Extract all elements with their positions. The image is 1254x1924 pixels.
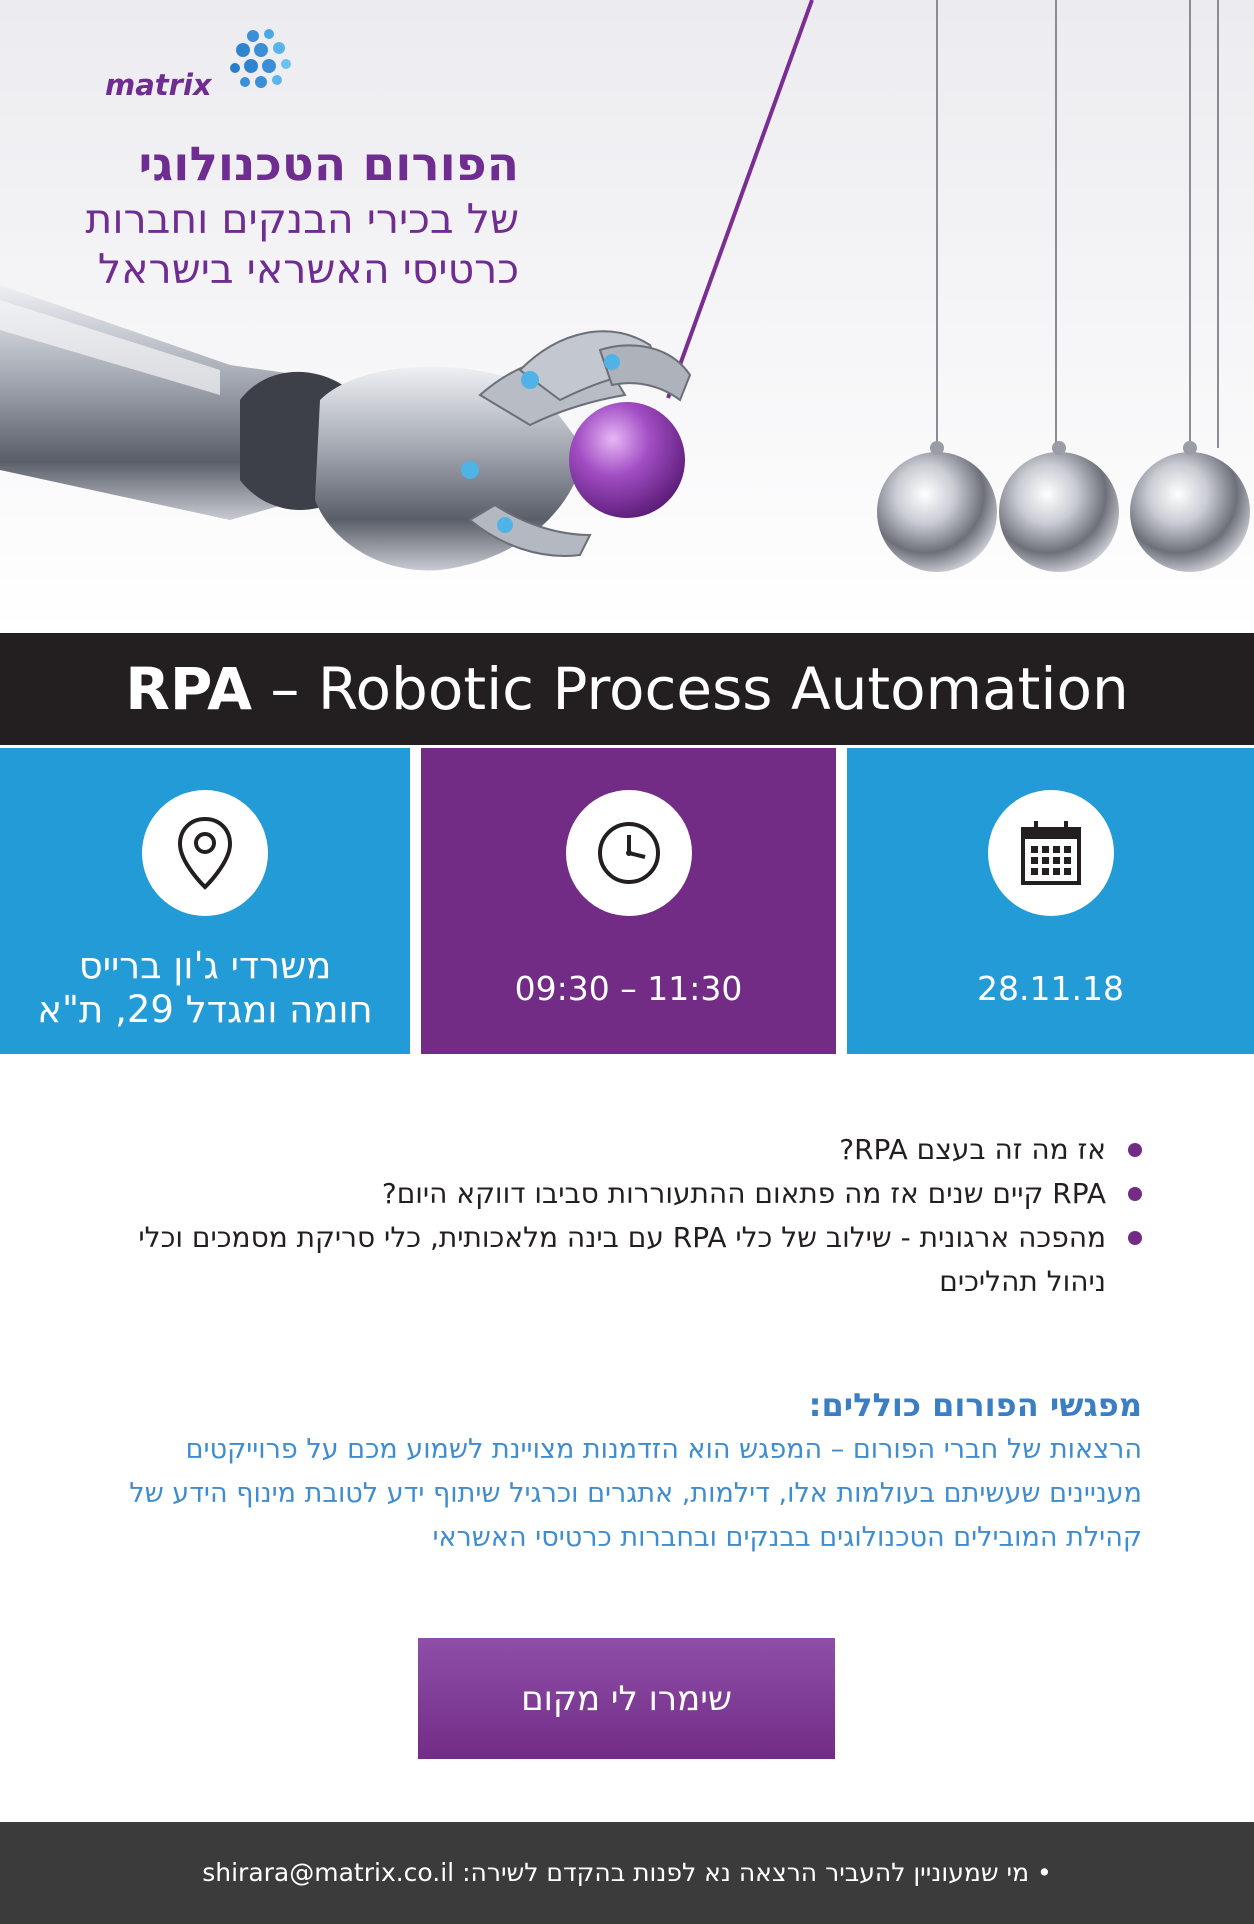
hero-subtitle-line1: של בכירי הבנקים וחברות xyxy=(85,195,519,243)
footer-text: מי שמעוניין להעביר הרצאה נא לפנות בהקדם לשירה: xyxy=(462,1858,1030,1887)
topic-banner xyxy=(0,633,1254,745)
agenda-item-2: RPA קיים שנים אז מה פתאום ההתעוררות סביבו דווקא היום? xyxy=(381,1177,1106,1210)
date-box xyxy=(847,748,1254,1054)
reserve-seat-button[interactable]: שימרו לי מקום xyxy=(418,1638,835,1759)
agenda-list xyxy=(112,1128,1142,1304)
agenda-item-3: מהפכה ארגונית - שילוב של כלי RPA עם בינה מלאכותית, כלי סריקת מסמכים וכלי ניהול תהליכים xyxy=(138,1221,1106,1298)
time-box xyxy=(421,748,836,1054)
footer xyxy=(0,1822,1254,1924)
meetings-title: מפגשי הפורום כוללים: xyxy=(808,1386,1142,1424)
date-text xyxy=(847,938,1254,1038)
contact-email-link[interactable]: shirara@matrix.co.il xyxy=(202,1858,455,1887)
bullet-dot-icon xyxy=(1128,1143,1142,1157)
logo-wordmark: matrix xyxy=(105,68,212,102)
bullet-dot-icon xyxy=(1128,1231,1142,1245)
location-text xyxy=(0,938,410,1038)
meetings-body: הרצאות של חברי הפורום – המפגש הוא הזדמנות מצויינת לשמוע מכם על פרוייקטים מעניינים שעשיתם בעולמות אלו, דילמות, אתגרים וכרגיל שיתוף ידע לטובת מינוף הידע של קהילת המובילים הטכנולוגים בבנקים ובחברות כרטיסי האשראי xyxy=(129,1434,1142,1553)
meetings-section xyxy=(112,1382,1142,1560)
footer-bullet: • xyxy=(1037,1858,1052,1887)
logo-dots-icon xyxy=(223,28,303,108)
topic-bold: RPA xyxy=(125,655,252,723)
time-value: 09:30 – 11:30 xyxy=(514,968,743,1008)
location-icon-circle xyxy=(142,790,268,916)
hero-heading xyxy=(49,136,519,294)
clock-icon xyxy=(589,813,669,893)
date-value: 28.11.18 xyxy=(977,968,1124,1008)
topic-rest: – Robotic Process Automation xyxy=(251,655,1129,723)
time-icon-circle xyxy=(566,790,692,916)
location-box xyxy=(0,748,410,1054)
list-item xyxy=(112,1172,1142,1216)
hero-title: הפורום הטכנולוגי xyxy=(138,137,519,192)
list-item xyxy=(112,1216,1142,1304)
location-line2: חומה ומגדל 29, ת"א xyxy=(37,988,373,1031)
bullet-dot-icon xyxy=(1128,1187,1142,1201)
location-line1: משרדי ג'ון ברייס xyxy=(78,944,332,987)
list-item xyxy=(112,1128,1142,1172)
time-text xyxy=(421,938,836,1038)
calendar-icon xyxy=(1011,813,1091,893)
matrix-logo xyxy=(105,28,305,118)
hero-banner xyxy=(0,0,1254,633)
agenda-item-1: אז מה זה בעצם RPA? xyxy=(839,1133,1106,1166)
date-icon-circle xyxy=(988,790,1114,916)
hero-subtitle-line2: כרטיסי האשראי בישראל xyxy=(97,245,519,293)
map-pin-icon xyxy=(165,813,245,893)
